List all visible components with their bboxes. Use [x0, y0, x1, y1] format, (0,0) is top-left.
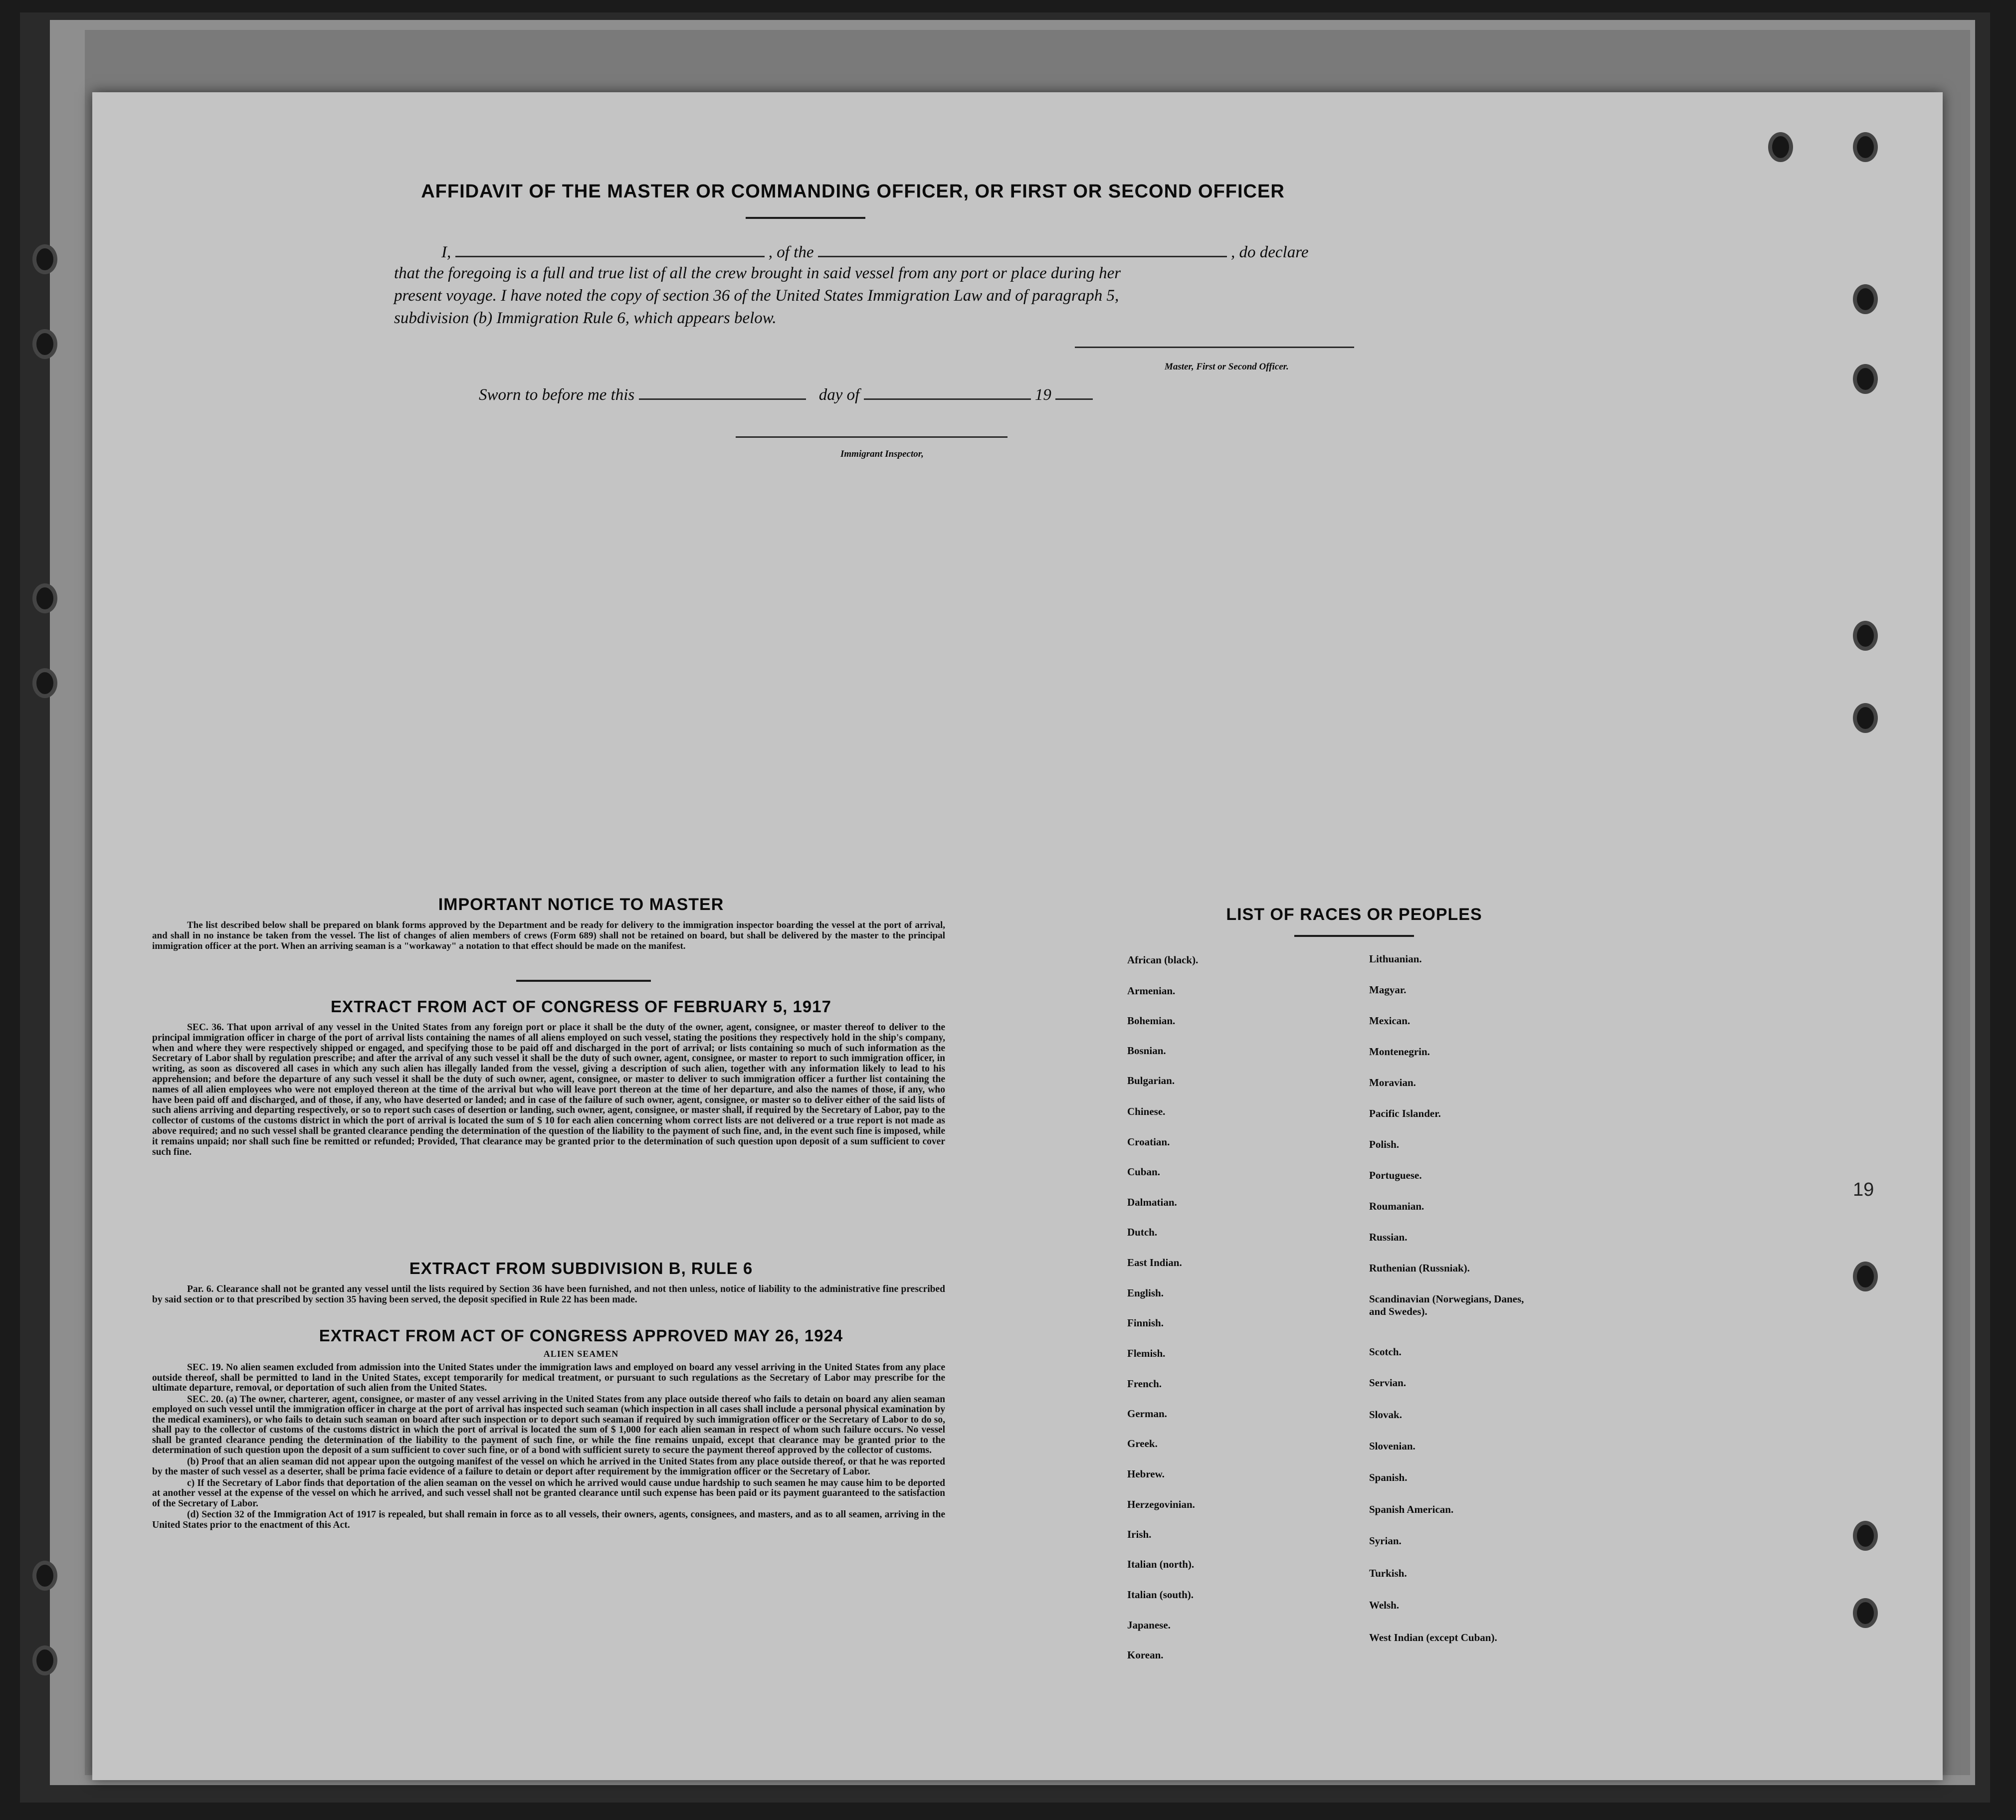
binder-hole: [32, 1645, 57, 1675]
alien-seamen-subheading: ALIEN SEAMEN: [543, 1349, 619, 1359]
race-item: Scandinavian (Norwegians, Danes, and Swedes).: [1369, 1293, 1524, 1317]
notice-text: The list described below shall be prepared on blank forms approved by the Department and be ready for delivery to the immigration inspector boarding the vessel at the port of arrival, and shall in no instance be taken from the vessel. The list of changes of alien members of crews (Form 689) shall not be retained on board, but shall be delivered by the master to the principal immigration officer at the port. When an arriving seaman is a "workaway" a notation to that effect should be made on the manifest.: [152, 920, 945, 951]
section-rule: [516, 980, 651, 982]
sec20c-text: c) If the Secretary of Labor finds that deportation of the alien seaman on the vessel on which he arrived would cause undue hardship to such seamen he may cause him to be deported at another vessel at the expense of the vessel on which he arrived, and such vessel shall not be granted clearance until such expense has been paid or its payment guaranteed to the satisfaction of the Secretary of Labor.: [152, 1477, 945, 1509]
extract-1917-text: SEC. 36. That upon arrival of any vessel in the United States from any foreign port or place it shall be the duty of the owner, agent, consignee, or master thereof to deliver to the principal immigration officer in charge of the port of arrival lists containing the names of all aliens employed on such vessel, stating the positions they respectively hold in the ship's company, when and where they were respectively shipped or engaged, and specifying those to be paid off and discharged in the port of arrival; or lists containing so much of such information as the Secretary of Labor shall by regulation prescribe; and after the arrival of any such vessel it shall be the duty of such owner, agent, consignee, or master to report to such immigration officer, in writing, as soon as discovered all cases in which any such alien has illegally landed from the vessel, giving a description of such alien, together with any information likely to lead to his apprehension; and before the departure of any such vessel it shall be the duty of such owner, agent, consignee, or master to deliver to such immigration officer a further list containing the names of all alien employees who were not employed thereon at the time of the arrival but who will leave port thereon at the time of her departure, and also the names of those, if any, who have been paid off and discharged, and of those, if any, who have deserted or landed; and in case of the failure of such owner, agent, consignee, or master so to deliver either of the said lists of such aliens arriving and departing respectively, or so to report such cases of desertion or landing, such owner, agent, consignee, or master shall, if required by the Secretary of Labor, pay to the collector of customs of the customs district in which the port of arrival is located the sum of $ 10 for each alien concerning whom correct lists are not delivered or a true report is not made as above required; and no such vessel shall be granted clearance pending the determination of the question of the liability to the payment of such fine, and, in the event such fine is imposed, while it remains unpaid; nor shall such fine be remitted or refunded; Provided, That clearance may be granted prior to the determination of such question upon deposit of a sum sufficient to cover such fine.: [152, 1022, 945, 1157]
sworn-day-blank[interactable]: [639, 385, 806, 400]
vessel-blank[interactable]: [818, 242, 1227, 257]
master-caption: Master, First or Second Officer.: [1165, 362, 1289, 372]
notice-heading: IMPORTANT NOTICE TO MASTER: [438, 895, 724, 914]
extract-1917-heading: EXTRACT FROM ACT OF CONGRESS OF FEBRUARY 5, 1917: [331, 997, 831, 1016]
race-item: Servian.: [1369, 1377, 1407, 1389]
races-heading: LIST OF RACES OR PEOPLES: [1226, 905, 1482, 924]
race-item: Armenian.: [1127, 985, 1176, 997]
race-item: French.: [1127, 1378, 1162, 1390]
i-label: I,: [441, 243, 451, 261]
day-of-label: day of: [818, 386, 860, 404]
race-item: Italian (south).: [1127, 1589, 1194, 1601]
race-item: Croatian.: [1127, 1136, 1170, 1148]
race-item: Montenegrin.: [1369, 1046, 1430, 1058]
sec20a-text: SEC. 20. (a) The owner, charterer, agent, consignee, or master of any vessel arriving in the United States from any place outside thereof who fails to detain on board any alien seaman employed on such vessel until the immigration officer in charge at the port of arrival has inspected such seaman (which inspection in all cases shall include a personal physical examination by the medical examiners), or who fails to detain such seaman on board after such inspection or to deport such seaman if required by such immigration officer or the Secretary of Labor to do so, shall pay to the collector of customs of the customs district in which the port of arrival is located the sum of $ 1,000 for each alien seaman in respect of whom such failure occurs. No vessel shall be granted clearance pending the determination of the liability to the payment of such fine, or while the fine remains unpaid, except that clearance may be granted prior to the determination of such question upon the deposit of a sum sufficient to cover such fine, or of a bond with sufficient surety to secure the payment thereof approved by the collector of customs.: [152, 1394, 945, 1456]
race-item: Cuban.: [1127, 1166, 1160, 1178]
race-item: Dutch.: [1127, 1226, 1158, 1238]
race-item: Italian (north).: [1127, 1558, 1195, 1570]
race-item: Chinese.: [1127, 1105, 1166, 1117]
race-item: Russian.: [1369, 1231, 1408, 1243]
name-blank[interactable]: [455, 242, 765, 257]
binder-hole: [32, 244, 57, 274]
race-item: Slovenian.: [1369, 1440, 1415, 1452]
affidavit-heading: AFFIDAVIT OF THE MASTER OR COMMANDING OFFICER, OR FIRST OR SECOND OFFICER: [421, 181, 1285, 202]
race-item: Turkish.: [1369, 1567, 1407, 1579]
year-blank[interactable]: [1055, 385, 1093, 400]
race-item: Ruthenian (Russniak).: [1369, 1262, 1470, 1274]
affidavit-line1: [441, 242, 1308, 262]
extract-1924-heading: EXTRACT FROM ACT OF CONGRESS APPROVED MAY 26, 1924: [319, 1326, 843, 1345]
race-item: Spanish.: [1369, 1471, 1408, 1483]
binder-hole: [1853, 1598, 1878, 1628]
affidavit-line2: that the foregoing is a full and true list of all the crew brought in said vessel from any port or place during her: [394, 264, 1121, 282]
race-item: Herzegovinian.: [1127, 1498, 1195, 1510]
affidavit-line4: subdivision (b) Immigration Rule 6, which appears below.: [394, 309, 777, 327]
sec20d-text: (d) Section 32 of the Immigration Act of 1917 is repealed, but shall remain in force as to all vessels, their owners, agents, consignees, and masters, and as to all seamen, arriving in the United States prior to the enactment of this Act.: [152, 1509, 945, 1530]
do-declare-label: , do declare: [1230, 243, 1309, 261]
affidavit-line3: present voyage. I have noted the copy of section 36 of the United States Immigration Law and of paragraph 5,: [394, 287, 1119, 305]
binder-hole: [1853, 284, 1878, 314]
race-item: Greek.: [1127, 1438, 1158, 1450]
race-item: Korean.: [1127, 1649, 1164, 1661]
race-item: Polish.: [1369, 1138, 1400, 1150]
heading-rule: [746, 217, 865, 219]
race-item: Mexican.: [1369, 1015, 1411, 1027]
race-item: Scotch.: [1369, 1346, 1402, 1358]
race-item: English.: [1127, 1287, 1164, 1299]
race-item: Hebrew.: [1127, 1468, 1165, 1480]
race-item: Magyar.: [1369, 984, 1407, 996]
rule6-text: Par. 6. Clearance shall not be granted any vessel until the lists required by Section 36 have been furnished, and not then unless, notice of liability to the administrative fine prescribed by said section or to that prescribed by section 35 having been served, the deposit specified in Rule 22 has been made.: [152, 1284, 945, 1305]
sworn-line: [479, 385, 1093, 404]
year-label: 19: [1034, 386, 1051, 404]
race-item: Flemish.: [1127, 1347, 1166, 1359]
binder-hole: [32, 668, 57, 698]
race-item: African (black).: [1127, 954, 1199, 966]
race-item: Roumanian.: [1369, 1200, 1424, 1212]
rule6-heading: EXTRACT FROM SUBDIVISION B, RULE 6: [409, 1259, 753, 1277]
race-item: Pacific Islander.: [1369, 1107, 1441, 1119]
binder-hole: [32, 1561, 57, 1591]
race-item: Moravian.: [1369, 1077, 1416, 1089]
margin-mark: 19: [1853, 1179, 1874, 1200]
race-item: German.: [1127, 1408, 1167, 1420]
race-item: Portuguese.: [1369, 1169, 1422, 1181]
race-item: Dalmatian.: [1127, 1196, 1177, 1208]
races-rule: [1294, 935, 1414, 937]
of-the-label: , of the: [768, 243, 814, 261]
race-item: Syrian.: [1369, 1535, 1402, 1547]
sec19-text: SEC. 19. No alien seamen excluded from admission into the United States under the immigration laws and employed on board any vessel arriving in the United States from any place outside thereof, shall be permitted to land in the United States, except temporarily for medical treatment, or pursuant to such regulations as the Secretary of Labor may prescribe for the ultimate departure, removal, or deportation of such alien from the United States.: [152, 1362, 945, 1393]
sworn-month-blank[interactable]: [864, 385, 1031, 400]
binder-hole: [32, 583, 57, 613]
binder-hole: [1853, 621, 1878, 651]
binder-hole: [1853, 703, 1878, 733]
race-item: Bulgarian.: [1127, 1075, 1175, 1087]
race-item: Bohemian.: [1127, 1015, 1176, 1027]
binder-hole: [32, 329, 57, 359]
race-item: Irish.: [1127, 1528, 1152, 1540]
sworn-label: Sworn to before me this: [479, 386, 635, 404]
binder-hole: [1853, 364, 1878, 394]
race-item: Japanese.: [1127, 1619, 1171, 1631]
race-item: Welsh.: [1369, 1599, 1400, 1611]
race-item: Bosnian.: [1127, 1045, 1166, 1057]
binder-hole: [1853, 1262, 1878, 1291]
inspector-caption: Immigrant Inspector,: [840, 449, 924, 459]
binder-hole: [1853, 1521, 1878, 1551]
race-item: Slovak.: [1369, 1409, 1402, 1421]
sec20b-text: (b) Proof that an alien seaman did not appear upon the outgoing manifest of the vessel on which he arrived in the United States from any place outside thereof, or that he was reported by the master of such vessel as a deserter, shall be prima facie evidence of a failure to detain or deport after requirement by the immigration officer or the Secretary of Labor.: [152, 1456, 945, 1477]
form-page: [92, 92, 1943, 1780]
race-item: Finnish.: [1127, 1317, 1164, 1329]
race-item: Spanish American.: [1369, 1503, 1454, 1515]
race-item: East Indian.: [1127, 1257, 1182, 1269]
extract-1924-text: [152, 1363, 945, 1531]
inspector-signature-line[interactable]: [736, 436, 1008, 438]
binder-hole: [1768, 132, 1793, 162]
race-item: West Indian (except Cuban).: [1369, 1632, 1497, 1643]
race-item: Lithuanian.: [1369, 953, 1422, 965]
master-signature-line[interactable]: [1075, 347, 1354, 348]
binder-hole: [1853, 132, 1878, 162]
